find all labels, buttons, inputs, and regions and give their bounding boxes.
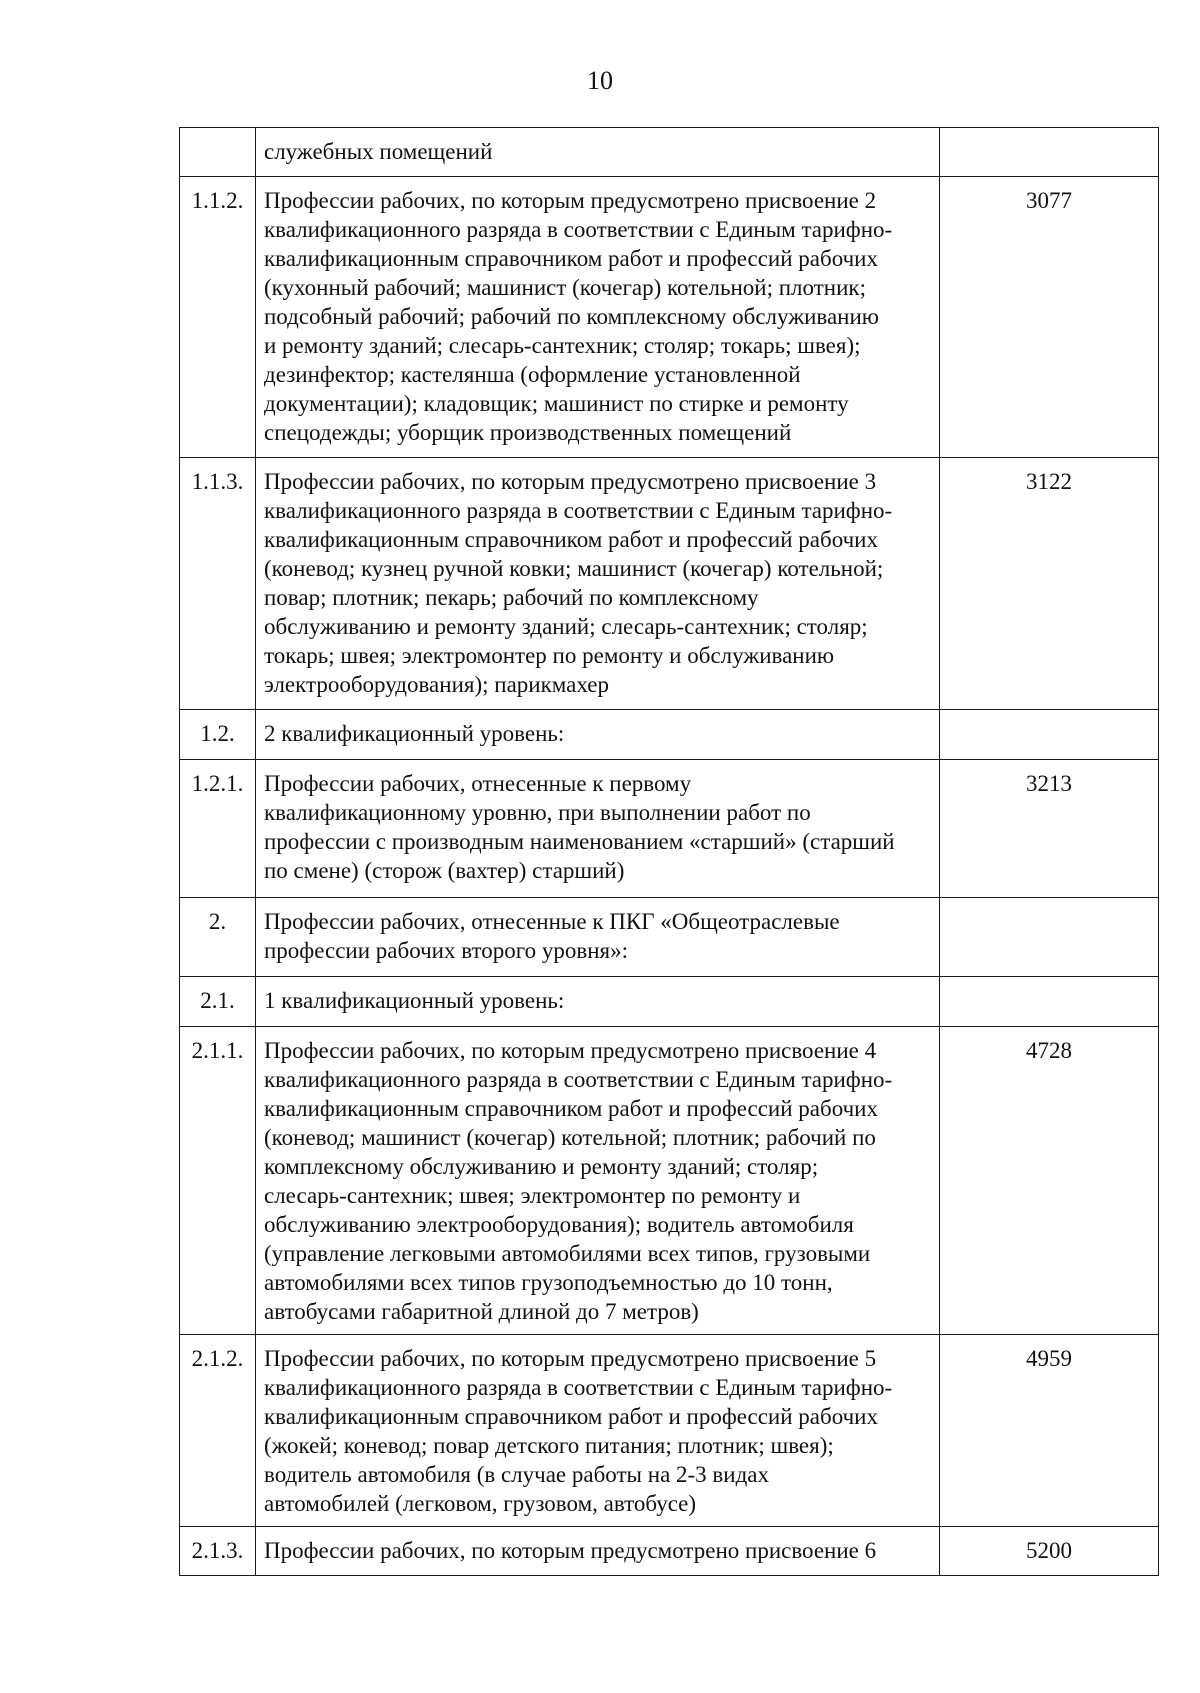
row-number-cell xyxy=(180,710,256,760)
row-value xyxy=(940,128,1158,137)
row-description-cell xyxy=(256,710,940,760)
row-description-cell xyxy=(256,898,940,977)
row-description: служебных помещений xyxy=(264,139,493,164)
table-row xyxy=(180,977,1159,1027)
row-description-cell xyxy=(256,128,940,177)
row-number: 2.1.1. xyxy=(191,1038,244,1063)
row-number: 1.1.3. xyxy=(191,469,244,494)
table-row xyxy=(180,128,1159,177)
row-value-cell xyxy=(940,1527,1159,1576)
page-number: 10 xyxy=(587,66,613,95)
row-value: 3077 xyxy=(1026,188,1072,213)
table-row xyxy=(180,177,1159,458)
row-number: 2.1.3. xyxy=(191,1538,244,1563)
row-number: 1.2. xyxy=(200,721,235,746)
row-description: Профессии рабочих, отнесенные к ПКГ «Общеотраслевые профессии рабочих второго уровня»: xyxy=(264,909,840,963)
table-row xyxy=(180,1335,1159,1527)
row-value-cell xyxy=(940,710,1159,760)
table-row xyxy=(180,458,1159,710)
row-description: Профессии рабочих, отнесенные к первому квалификационному уровню, при выполнении работ по профессии с производным наименованием «старший» (старший по смене) (сторож (вахтер) старший) xyxy=(264,771,895,883)
row-description: 1 квалификационный уровень: xyxy=(264,988,565,1013)
row-value xyxy=(940,710,1158,719)
row-value xyxy=(940,977,1158,986)
row-description-cell xyxy=(256,1335,940,1527)
row-value: 5200 xyxy=(1026,1538,1072,1563)
row-value: 3122 xyxy=(1026,469,1072,494)
row-number xyxy=(180,128,255,137)
row-description: Профессии рабочих, по которым предусмотрено присвоение 5 квалификационного разряда в соответствии с Единым тарифно- квалификационным справочником работ и профессий рабочих (жокей; коневод; повар детского питания; плотник; швея); водитель автомобиля (в случае работы на 2-3 видах автомобилей (легковом, грузовом, автобусе) xyxy=(264,1346,893,1516)
row-value xyxy=(940,898,1158,907)
row-value-cell xyxy=(940,1335,1159,1527)
table-row xyxy=(180,710,1159,760)
table-row xyxy=(180,1527,1159,1576)
row-number: 2.1. xyxy=(200,988,235,1013)
row-description: 2 квалификационный уровень: xyxy=(264,721,565,746)
row-number-cell xyxy=(180,1527,256,1576)
row-number-cell xyxy=(180,760,256,898)
row-description-cell xyxy=(256,1527,940,1576)
row-description-cell xyxy=(256,177,940,458)
row-value: 4959 xyxy=(1026,1346,1072,1371)
row-number-cell xyxy=(180,977,256,1027)
row-description: Профессии рабочих, по которым предусмотрено присвоение 4 квалификационного разряда в соответствии с Единым тарифно- квалификационным справочником работ и профессий рабочих (коневод; машинист (кочегар) котельной; плотник; рабочий по комплексному обслуживанию и ремонту зданий; столяр; слесарь-сантехник; швея; электромонтер по ремонту и обслуживанию электрооборудования); водитель автомобиля (управление легковыми автомобилями всех типов, грузовыми автомобилями всех типов грузоподъемностью до 10 тонн, автобусами габаритной длиной до 7 метров) xyxy=(264,1038,893,1324)
row-value-cell xyxy=(940,128,1159,177)
tariff-table xyxy=(179,127,1159,1576)
row-description: Профессии рабочих, по которым предусмотрено присвоение 2 квалификационного разряда в соответствии с Единым тарифно- квалификационным справочником работ и профессий рабочих (кухонный рабочий; машинист (кочегар) котельной; плотник; подсобный рабочий; рабочий по комплексному обслуживанию и ремонту зданий; слесарь-сантехник; столяр; токарь; швея); дезинфектор; кастелянша (оформление установленной документации); кладовщик; машинист по стирке и ремонту спецодежды; уборщик производственных помещений xyxy=(264,188,893,445)
row-value-cell xyxy=(940,458,1159,710)
row-description-cell xyxy=(256,1027,940,1335)
row-description: Профессии рабочих, по которым предусмотрено присвоение 6 xyxy=(264,1538,877,1563)
row-value-cell xyxy=(940,1027,1159,1335)
row-number-cell xyxy=(180,1335,256,1527)
row-value-cell xyxy=(940,977,1159,1027)
row-description-cell xyxy=(256,458,940,710)
row-description-cell xyxy=(256,977,940,1027)
row-number: 2. xyxy=(208,909,227,934)
table-row xyxy=(180,898,1159,977)
row-number-cell xyxy=(180,1027,256,1335)
row-value-cell xyxy=(940,177,1159,458)
row-number-cell xyxy=(180,177,256,458)
row-number-cell xyxy=(180,128,256,177)
row-number: 1.1.2. xyxy=(191,188,244,213)
row-number-cell xyxy=(180,458,256,710)
row-value: 4728 xyxy=(1026,1038,1072,1063)
row-number: 2.1.2. xyxy=(191,1346,244,1371)
row-number: 1.2.1. xyxy=(191,771,244,796)
table-row xyxy=(180,760,1159,898)
row-description-cell xyxy=(256,760,940,898)
row-description: Профессии рабочих, по которым предусмотрено присвоение 3 квалификационного разряда в соответствии с Единым тарифно- квалификационным справочником работ и профессий рабочих (коневод; кузнец ручной ковки; машинист (кочегар) котельной; повар; плотник; пекарь; рабочий по комплексному обслуживанию и ремонту зданий; слесарь-сантехник; столяр; токарь; швея; электромонтер по ремонту и обслуживанию электрооборудования); парикмахер xyxy=(264,469,893,697)
table-row xyxy=(180,1027,1159,1335)
row-number-cell xyxy=(180,898,256,977)
row-value: 3213 xyxy=(1026,771,1072,796)
row-value-cell xyxy=(940,760,1159,898)
row-value-cell xyxy=(940,898,1159,977)
